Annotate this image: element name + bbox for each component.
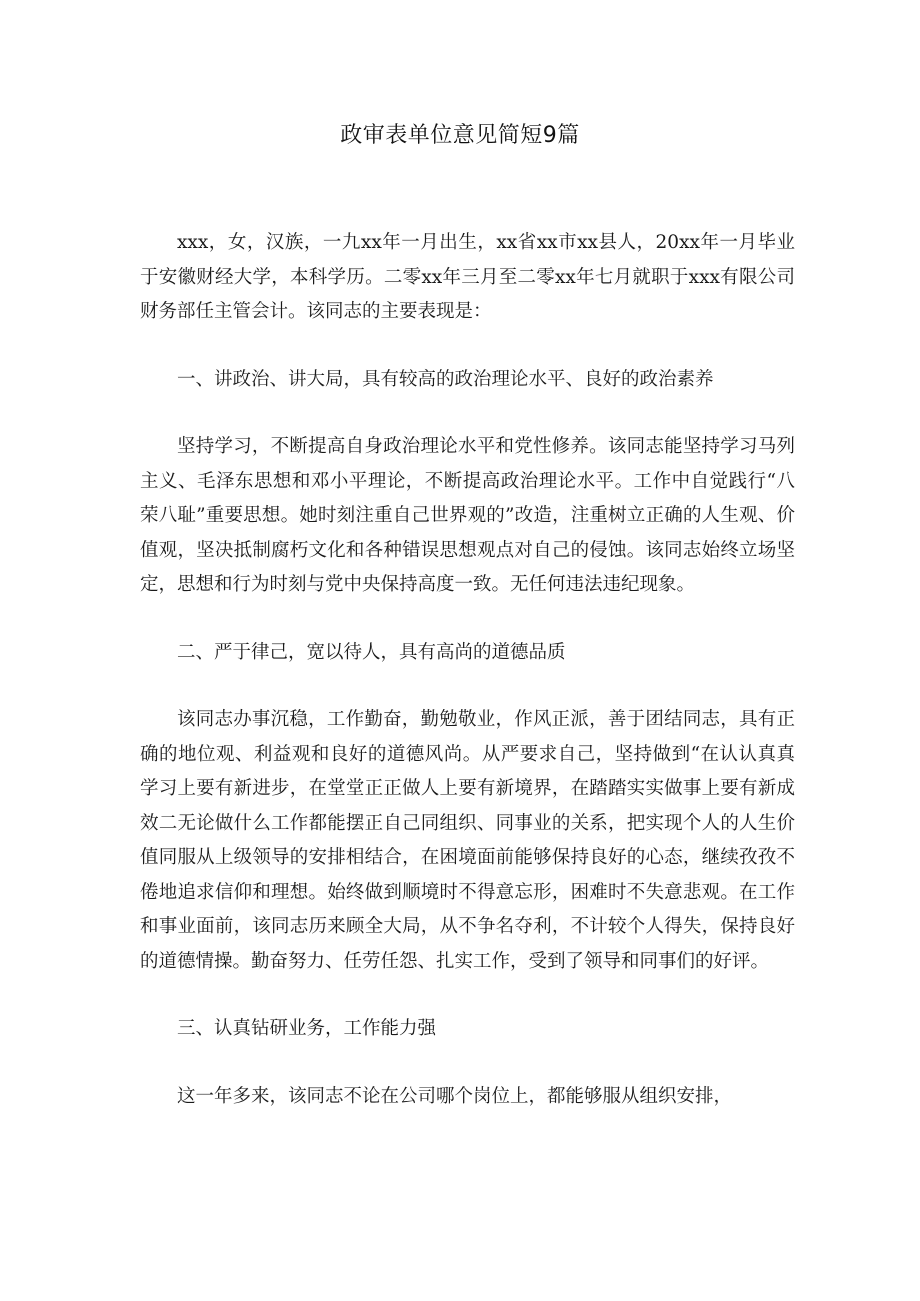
document-title: 政审表单位意见简短9篇 xyxy=(340,123,580,148)
section-3-heading: 三、认真钻研业务，工作能力强 xyxy=(177,1018,437,1039)
section-1-paragraph: 坚持学习，不断提高自身政治理论水平和党性修养。该同志能坚持学习马列主义、毛泽东思想和邓小平理论，不断提高政治理论水平。工作中自觉践行“八荣八耻”重要思想。她时刻注重自己世界观的”改造，注重树立正确的人生观、价值观，坚决抵制腐朽文化和各种错误思想观点对自己的侵蚀。该同志始终立场坚定，思想和行为时刻与党中央保持高度一致。无任何违法违纪现象。 xyxy=(140,436,795,595)
section-1-heading: 一、讲政治、讲大局，具有较高的政治理论水平、良好的政治素养 xyxy=(177,368,714,390)
section-2-heading: 二、严于律己，宽以待人，具有高尚的道德品质 xyxy=(177,641,566,663)
section-3-paragraph: 这一年多来，该同志不论在公司哪个岗位上，都能够服从组织安排， xyxy=(177,1085,733,1107)
document-body xyxy=(140,226,795,1147)
section-2-paragraph: 该同志办事沉稳，工作勤奋，勤勉敬业，作风正派，善于团结同志，具有正确的地位观、利益观和良好的道德风尚。从严要求自己，坚持做到“在认认真真学习上要有新进步，在堂堂正正做人上要有新境界，在踏踏实实做事上要有新成效二无论做什么工作都能摆正自己同组织、同事业的关系，把实现个人的人生价值同服从上级领导的安排相结合，在困境面前能够保持良好的心态，继续孜孜不倦地追求信仰和理想。始终做到顺境时不得意忘形，困难时不失意悲观。在工作和事业面前，该同志历来顾全大局，从不争名夺利，不计较个人得失，保持良好的道德情操。勤奋努力、任劳任怨、扎实工作，受到了领导和同事们的好评。 xyxy=(140,709,795,972)
intro-paragraph: xxx，女，汉族，一九xx年一月出生，xx省xx市xx县人，20xx年一月毕业于安徽财经大学，本科学历。二零xx年三月至二零xx年七月就职于xxx有限公司财务部任主管会计。该同志的主要表现是： xyxy=(140,232,795,322)
